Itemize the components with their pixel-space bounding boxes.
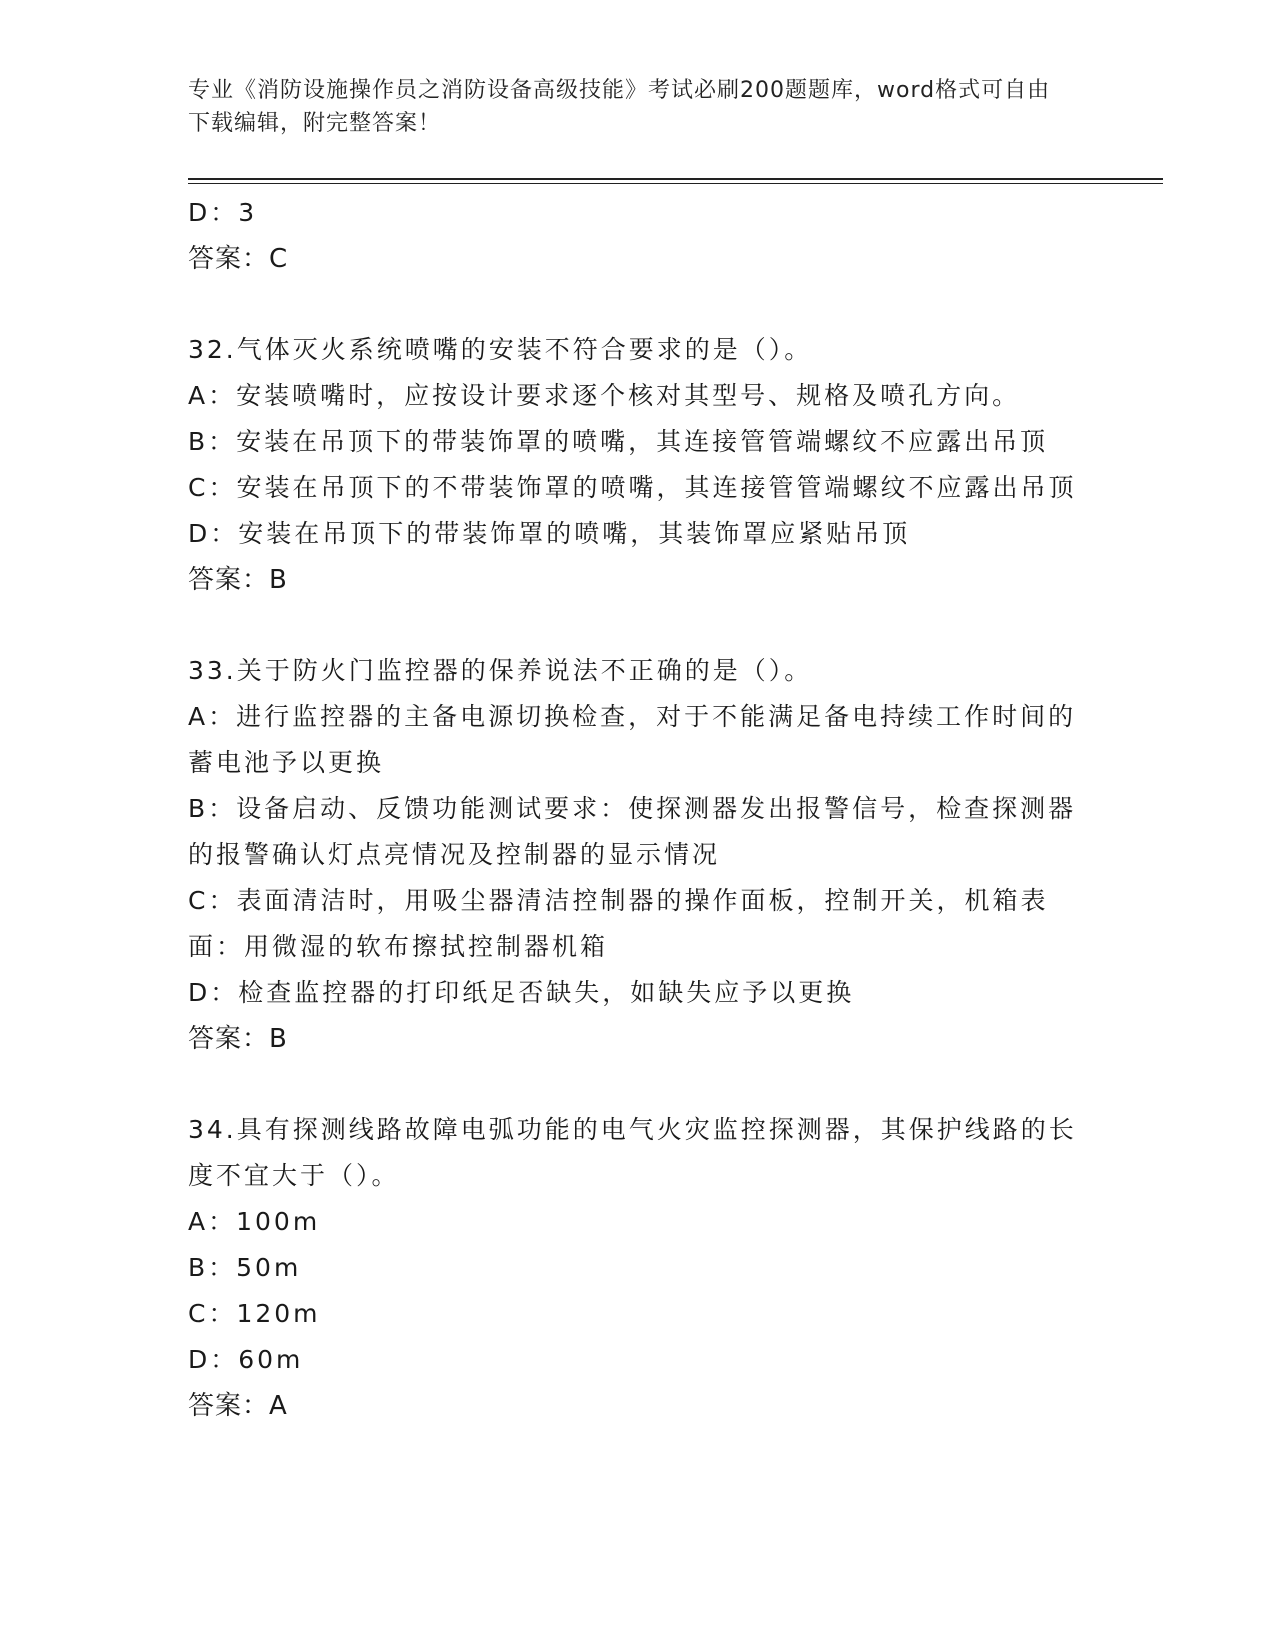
spacer xyxy=(188,282,1083,327)
answer-line: 答案：B xyxy=(188,565,288,595)
option-c: C：120m xyxy=(188,1299,321,1328)
option-d: D：60m xyxy=(188,1345,304,1374)
option-a: A：安装喷嘴时，应按设计要求逐个核对其型号、规格及喷孔方向。 xyxy=(188,381,1021,410)
header-divider-thin xyxy=(188,183,1163,184)
spacer xyxy=(188,603,1083,648)
question-stem: 33.关于防火门监控器的保养说法不正确的是（）。 xyxy=(188,656,813,685)
header-divider-thick xyxy=(188,178,1163,180)
header-text: 专业《消防设施操作员之消防设备高级技能》考试必刷200题题库，word格式可自由下载编辑，附完整答案！ xyxy=(188,78,1051,136)
question-32 xyxy=(188,327,1083,603)
answer-line: 答案：B xyxy=(188,1024,288,1054)
option-d: D：安装在吊顶下的带装饰罩的喷嘴，其装饰罩应紧贴吊顶 xyxy=(188,519,911,548)
answer-line: 答案：C xyxy=(188,244,289,274)
question-stem: 34.具有探测线路故障电弧功能的电气火灾监控探测器，其保护线路的长度不宜大于（）。 xyxy=(188,1115,1077,1190)
option-c: C：表面清洁时，用吸尘器清洁控制器的操作面板，控制开关，机箱表面：用微湿的软布擦拭控制器机箱 xyxy=(188,886,1049,961)
previous-question-tail xyxy=(188,190,1083,282)
option-a: A：100m xyxy=(188,1207,321,1236)
spacer xyxy=(188,1062,1083,1107)
page-header xyxy=(188,74,1068,140)
option-d: D：检查监控器的打印纸足否缺失，如缺失应予以更换 xyxy=(188,978,855,1007)
option-a: A：进行监控器的主备电源切换检查，对于不能满足备电持续工作时间的蓄电池予以更换 xyxy=(188,702,1077,777)
question-list xyxy=(188,190,1083,1429)
option-b: B：设备启动、反馈功能测试要求：使探测器发出报警信号，检查探测器的报警确认灯点亮情况及控制器的显示情况 xyxy=(188,794,1077,869)
option-b: B：50m xyxy=(188,1253,302,1282)
question-34 xyxy=(188,1107,1083,1429)
option-b: B：安装在吊顶下的带装饰罩的喷嘴，其连接管管端螺纹不应露出吊顶 xyxy=(188,427,1049,456)
option-c: C：安装在吊顶下的不带装饰罩的喷嘴，其连接管管端螺纹不应露出吊顶 xyxy=(188,473,1077,502)
answer-line: 答案：A xyxy=(188,1391,288,1421)
option-d: D：3 xyxy=(188,198,258,227)
question-33 xyxy=(188,648,1083,1062)
question-stem: 32.气体灭火系统喷嘴的安装不符合要求的是（）。 xyxy=(188,335,813,364)
